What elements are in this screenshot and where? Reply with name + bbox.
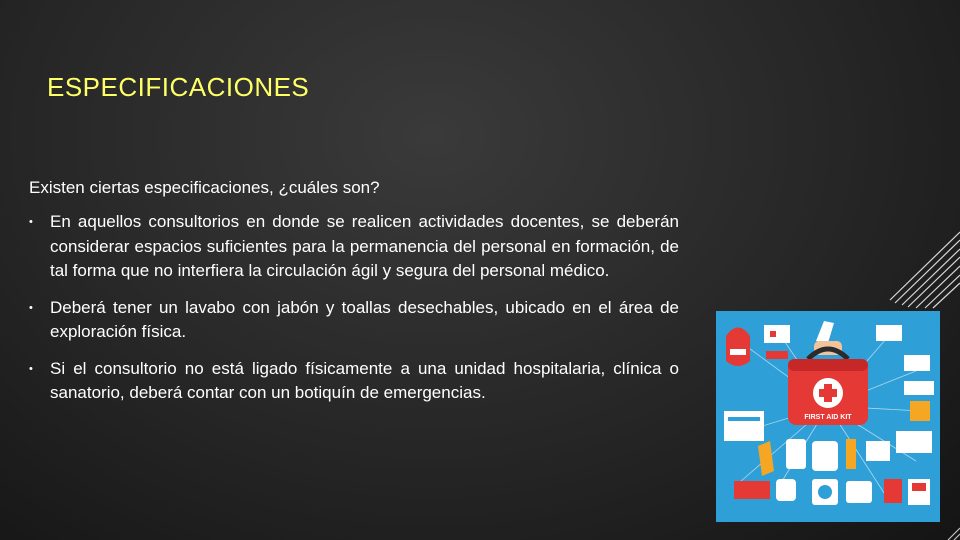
bullet-text: Si el consultorio no está ligado físicamente a una unidad hospitalaria, clínica o sanatorio, deberá contar con un botiquín de emergencias. xyxy=(50,358,679,402)
bullet-marker: • xyxy=(29,301,33,314)
first-aid-box-icon xyxy=(788,359,868,425)
intro-text: Existen ciertas especificaciones, ¿cuáles son? xyxy=(29,178,380,197)
first-aid-kit-graphic xyxy=(716,311,940,522)
bullet-marker: • xyxy=(29,216,33,228)
slide-title: ESPECIFICACIONES xyxy=(47,72,310,102)
bullet-list xyxy=(29,210,679,418)
bullet-item xyxy=(29,210,679,284)
bullet-text: Deberá tener un lavabo con jabón y toallas desechables, ubicado en el área de exploración física. xyxy=(50,297,679,341)
bullet-marker: • xyxy=(29,362,33,375)
kit-label: FIRST AID KIT xyxy=(804,414,852,421)
bullet-item xyxy=(29,357,679,406)
bullet-text: En aquellos consultorios en donde se realicen actividades docentes, se deberán considerar espacios suficientes para la permanencia del personal en formación, de tal forma que no interfiera la circulación ágil y segura del personal médico. xyxy=(50,212,679,280)
bullet-item xyxy=(29,296,679,345)
first-aid-kit-illustration xyxy=(716,311,940,522)
bottle-icon xyxy=(726,328,750,367)
